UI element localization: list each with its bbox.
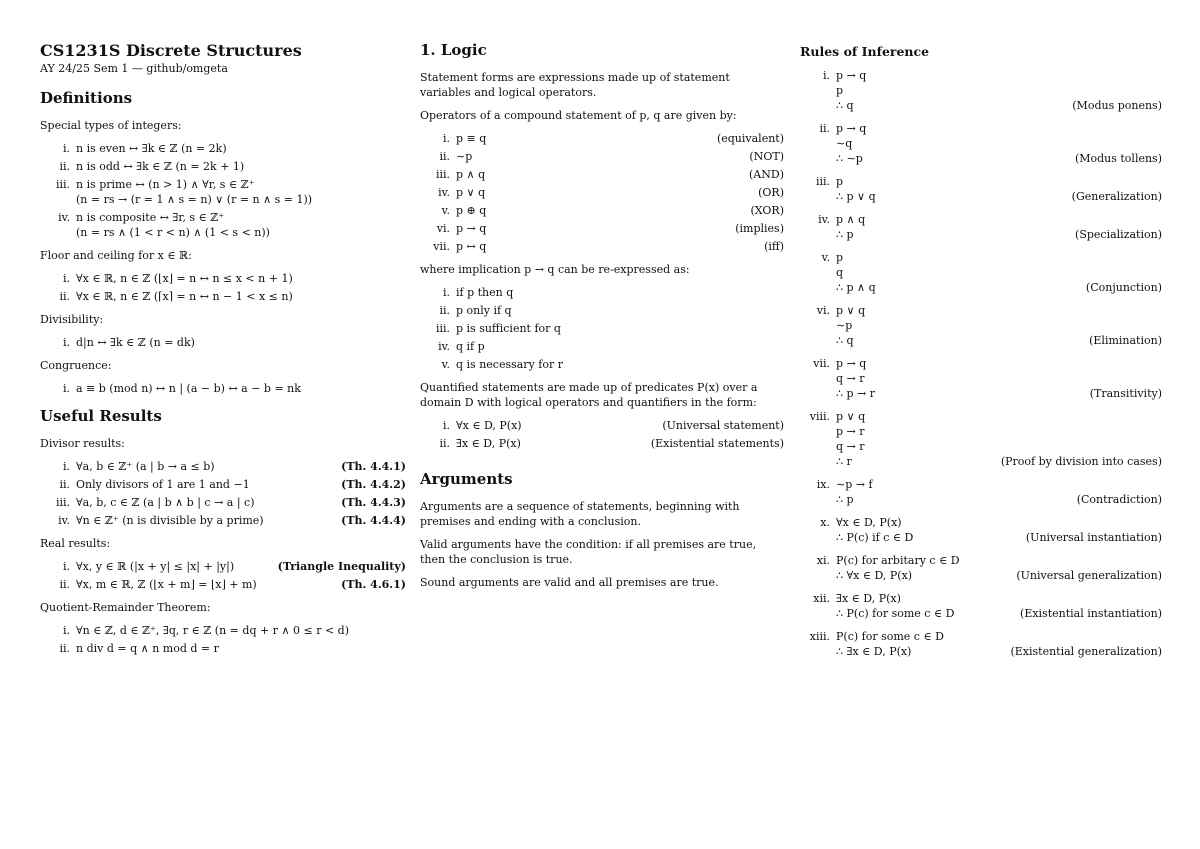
item-tag: (XOR) (750, 204, 784, 217)
rule-name: (Specialization) (1075, 228, 1162, 241)
list-item (40, 210, 406, 240)
inference-rule (800, 591, 1162, 621)
rule-name: (Existential instantiation) (1020, 607, 1162, 620)
item-number: vi. (436, 222, 450, 235)
rule-line: ∴ P(c) if c ∈ D (836, 531, 914, 544)
arguments-heading: Arguments (420, 470, 513, 488)
rule-name: (Modus tollens) (1074, 152, 1162, 165)
rule-number: vii. (813, 357, 830, 370)
list-item (40, 623, 406, 638)
item-text: ∀x ∈ ℝ, n ∈ ℤ (⌈x⌉ = n ↔ n − 1 < x ≤ n) (76, 290, 293, 303)
list-item (40, 641, 406, 656)
rule-line: ∴ ∼p (836, 152, 863, 165)
item-number: i. (442, 419, 450, 432)
inference-rule (800, 477, 1162, 507)
divisor-results-list (40, 459, 406, 528)
item-number: i. (62, 560, 70, 573)
rule-line: P(c) for arbitary c ∈ D (836, 554, 960, 567)
special-integers-heading: Special types of integers: (40, 119, 182, 132)
list-item (40, 495, 406, 510)
list-item (420, 167, 784, 182)
list-item (40, 159, 406, 174)
item-number: ii. (59, 642, 70, 655)
list-item (420, 131, 784, 146)
item-text: ∀x ∈ D, P(x) (456, 419, 522, 432)
rule-name: (Existential generalization) (1010, 645, 1162, 658)
rule-number: x. (820, 516, 830, 529)
rule-line: p ∨ q (836, 410, 866, 423)
rule-line: ∴ ∃x ∈ D, P(x) (836, 645, 912, 658)
item-number: ii. (439, 150, 450, 163)
item-tag: (Triangle Inequality) (277, 560, 406, 573)
rule-name: (Conjunction) (1085, 281, 1162, 294)
rule-line: ∴ ∀x ∈ D, P(x) (836, 569, 913, 582)
list-item (40, 141, 406, 156)
rule-line: p (836, 175, 844, 188)
rule-line: ∼p → f (836, 478, 873, 491)
item-tag: (Th. 4.4.2) (341, 478, 406, 491)
item-tag: (equivalent) (716, 132, 784, 145)
special-integers-list (40, 141, 406, 240)
rule-name: (Proof by division into cases) (1000, 455, 1162, 468)
item-number: i. (442, 286, 450, 299)
item-number: iii. (55, 178, 70, 191)
column-left (40, 40, 406, 664)
rule-line: p → q (836, 357, 867, 370)
column-middle (420, 40, 784, 598)
item-text: ∀n ∈ ℤ, d ∈ ℤ⁺, ∃q, r ∈ ℤ (n = dq + r ∧ 0 ≤ r < d) (76, 624, 350, 637)
rule-line: P(c) for some c ∈ D (836, 630, 944, 643)
arguments-p1: Arguments are a sequence of statements, beginning with premises and ending with a conclusion. (420, 500, 740, 528)
rule-name: (Universal generalization) (1016, 569, 1162, 582)
item-text: if p then q (456, 286, 514, 299)
item-tag: (Th. 4.4.3) (341, 496, 406, 509)
list-item (420, 436, 784, 451)
item-number: ii. (439, 437, 450, 450)
item-number: i. (62, 382, 70, 395)
inference-rule (800, 553, 1162, 583)
rule-line: ∴ q (836, 334, 854, 347)
item-number: v. (441, 204, 450, 217)
rule-number: xiii. (809, 630, 830, 643)
item-tag: (Th. 4.4.1) (341, 460, 406, 473)
rule-number: iv. (818, 213, 830, 226)
item-tag: (Th. 4.4.4) (341, 514, 406, 527)
list-item (40, 335, 406, 350)
rule-line: ∴ p ∧ q (836, 281, 876, 294)
item-number: ii. (59, 290, 70, 303)
rule-line: ∴ q (836, 99, 854, 112)
item-number: i. (62, 624, 70, 637)
item-number: iii. (435, 168, 450, 181)
rule-name: (Generalization) (1071, 190, 1162, 203)
item-tag: (iff) (764, 240, 784, 253)
item-number: i. (62, 336, 70, 349)
quantified-intro: Quantified statements are made up of predicates P(x) over a domain D with logical operators and quantifiers in the form: (420, 381, 758, 409)
rule-line: p → r (836, 425, 865, 438)
list-item (40, 559, 406, 574)
item-text: a ≡ b (mod n) ↔ n | (a − b) ↔ a − b = nk (76, 382, 301, 395)
column-right (800, 40, 1162, 667)
operators-intro: Operators of a compound statement of p, q are given by: (420, 109, 737, 122)
rule-line: p ∨ q (836, 304, 866, 317)
list-item (40, 289, 406, 304)
item-tag: (AND) (749, 168, 784, 181)
list-item (420, 285, 784, 300)
item-text: q if p (456, 340, 485, 353)
item-text: p ⊕ q (456, 204, 487, 217)
rule-number: i. (822, 69, 830, 82)
list-item (40, 381, 406, 396)
inference-rule (800, 68, 1162, 113)
floor-ceiling-heading: Floor and ceiling for x ∈ ℝ: (40, 249, 192, 262)
doc-subtitle: AY 24/25 Sem 1 — github/omgeta (40, 62, 228, 75)
item-number: ii. (439, 304, 450, 317)
logic-intro: Statement forms are expressions made up of statement variables and logical operators. (420, 71, 730, 99)
doc-title: CS1231S Discrete Structures (40, 41, 302, 60)
item-number: iv. (58, 514, 70, 527)
item-number: iii. (55, 496, 70, 509)
rule-line: ∴ p (836, 228, 854, 241)
item-tag: (Th. 4.6.1) (341, 578, 406, 591)
item-number: vii. (433, 240, 450, 253)
item-number: iv. (58, 211, 70, 224)
implication-intro: where implication p → q can be re-expressed as: (420, 263, 690, 276)
rule-line: p (836, 251, 844, 264)
item-text: p ≡ q (456, 132, 487, 145)
list-item (420, 185, 784, 200)
item-text: ∀a, b ∈ ℤ⁺ (a | b → a ≤ b) (76, 460, 215, 473)
item-number: i. (62, 460, 70, 473)
list-item (40, 459, 406, 474)
rule-line: p ∧ q (836, 213, 866, 226)
rule-line: ∴ p → r (836, 387, 876, 400)
rule-line: ∃x ∈ D, P(x) (836, 592, 901, 605)
rule-line: ∴ P(c) for some c ∈ D (836, 607, 955, 620)
rule-number: viii. (809, 410, 830, 423)
item-number: ii. (59, 478, 70, 491)
list-item (420, 303, 784, 318)
inference-list (800, 68, 1162, 659)
rule-number: vi. (816, 304, 830, 317)
item-text: ∀x ∈ ℝ, n ∈ ℤ (⌊x⌋ = n ↔ n ≤ x < n + 1) (76, 272, 293, 285)
item-text: n is prime ↔ (n > 1) ∧ ∀r, s ∈ ℤ⁺ (n = rs → (r = 1 ∧ s = n) ∨ (r = n ∧ s = 1)) (76, 178, 313, 206)
item-text: q is necessary for r (456, 358, 563, 371)
rule-number: xi. (816, 554, 830, 567)
inference-heading: Rules of Inference (800, 44, 930, 59)
inference-rule (800, 121, 1162, 166)
list-item (40, 513, 406, 528)
inference-rule (800, 356, 1162, 401)
rule-number: ix. (816, 478, 830, 491)
rule-line: p → q (836, 69, 867, 82)
list-item (420, 357, 784, 372)
item-number: i. (62, 272, 70, 285)
item-text: n div d = q ∧ n mod d = r (76, 642, 219, 655)
rule-number: ii. (819, 122, 830, 135)
rule-number: iii. (815, 175, 830, 188)
list-item (40, 177, 406, 207)
item-text: n is odd ↔ ∃k ∈ ℤ (n = 2k + 1) (76, 160, 245, 173)
definitions-heading: Definitions (40, 89, 133, 107)
list-item (420, 321, 784, 336)
item-text: ∀x, y ∈ ℝ (|x + y| ≤ |x| + |y|) (76, 560, 235, 573)
list-item (40, 577, 406, 592)
rule-name: (Elimination) (1089, 334, 1162, 347)
inference-rule (800, 629, 1162, 659)
inference-rule (800, 212, 1162, 242)
operators-list (420, 131, 784, 254)
list-item (420, 418, 784, 433)
rule-name: (Modus ponens) (1072, 99, 1162, 112)
quotient-remainder-heading: Quotient-Remainder Theorem: (40, 601, 211, 614)
item-number: iv. (438, 186, 450, 199)
item-text: ∼p (456, 150, 473, 163)
floor-ceiling-list (40, 271, 406, 304)
list-item (420, 239, 784, 254)
list-item (420, 221, 784, 236)
rule-name: (Contradiction) (1076, 493, 1162, 506)
item-number: ii. (59, 578, 70, 591)
list-item (420, 339, 784, 354)
item-tag: (implies) (735, 222, 784, 235)
item-text: p is sufficient for q (456, 322, 561, 335)
inference-rule (800, 515, 1162, 545)
rule-line: q → r (836, 372, 865, 385)
rule-line: p (836, 84, 844, 97)
congruence-list (40, 381, 406, 396)
congruence-heading: Congruence: (40, 359, 112, 372)
arguments-p2: Valid arguments have the condition: if all premises are true, then the conclusion is true. (420, 538, 757, 566)
item-text: ∀n ∈ ℤ⁺ (n is divisible by a prime) (76, 514, 264, 527)
divisor-results-heading: Divisor results: (40, 437, 125, 450)
item-text: p only if q (456, 304, 512, 317)
rule-line: ∀x ∈ D, P(x) (836, 516, 902, 529)
item-tag: (Existential statements) (650, 437, 784, 450)
rule-line: ∴ p ∨ q (836, 190, 876, 203)
arguments-p3: Sound arguments are valid and all premises are true. (420, 576, 719, 589)
rule-line: q (836, 266, 844, 279)
item-text: p → q (456, 222, 487, 235)
item-text: ∀x, m ∈ ℝ, ℤ (⌊x + m⌋ = ⌊x⌋ + m) (76, 578, 257, 591)
implication-list (420, 285, 784, 372)
item-text: n is even ↔ ∃k ∈ ℤ (n = 2k) (76, 142, 227, 155)
rule-number: v. (821, 251, 830, 264)
item-tag: (NOT) (749, 150, 784, 163)
inference-rule (800, 174, 1162, 204)
item-text: n is composite ↔ ∃r, s ∈ ℤ⁺ (n = rs ∧ (1 < r < n) ∧ (1 < s < n)) (76, 211, 270, 239)
item-text: p ∨ q (456, 186, 486, 199)
rule-line: ∴ p (836, 493, 854, 506)
divisibility-list (40, 335, 406, 350)
item-text: ∃x ∈ D, P(x) (456, 437, 521, 450)
item-text: ∀a, b, c ∈ ℤ (a | b ∧ b | c → a | c) (76, 496, 255, 509)
rule-line: ∼q (836, 137, 853, 150)
item-text: p ↔ q (456, 240, 487, 253)
item-tag: (OR) (758, 186, 784, 199)
item-text: d|n ↔ ∃k ∈ ℤ (n = dk) (76, 336, 195, 349)
item-text: Only divisors of 1 are 1 and −1 (76, 478, 250, 491)
quantified-list (420, 418, 784, 451)
divisibility-heading: Divisibility: (40, 313, 104, 326)
rule-line: p → q (836, 122, 867, 135)
list-item (40, 271, 406, 286)
item-tag: (Universal statement) (662, 419, 784, 432)
rule-line: ∼p (836, 319, 853, 332)
inference-rule (800, 303, 1162, 348)
rule-line: q → r (836, 440, 865, 453)
real-results-heading: Real results: (40, 537, 111, 550)
real-results-list (40, 559, 406, 592)
rule-number: xii. (813, 592, 830, 605)
list-item (40, 477, 406, 492)
list-item (420, 203, 784, 218)
rule-line: ∴ r (836, 455, 852, 468)
item-number: ii. (59, 160, 70, 173)
item-number: iv. (438, 340, 450, 353)
rule-name: (Transitivity) (1089, 387, 1162, 400)
inference-rule (800, 250, 1162, 295)
list-item (420, 149, 784, 164)
inference-rule (800, 409, 1162, 469)
item-number: i. (442, 132, 450, 145)
quotient-remainder-list (40, 623, 406, 656)
item-number: i. (62, 142, 70, 155)
item-number: iii. (435, 322, 450, 335)
logic-heading: 1. Logic (420, 41, 487, 59)
rule-name: (Universal instantiation) (1025, 531, 1162, 544)
useful-results-heading: Useful Results (40, 407, 162, 425)
item-text: p ∧ q (456, 168, 486, 181)
item-number: v. (441, 358, 450, 371)
